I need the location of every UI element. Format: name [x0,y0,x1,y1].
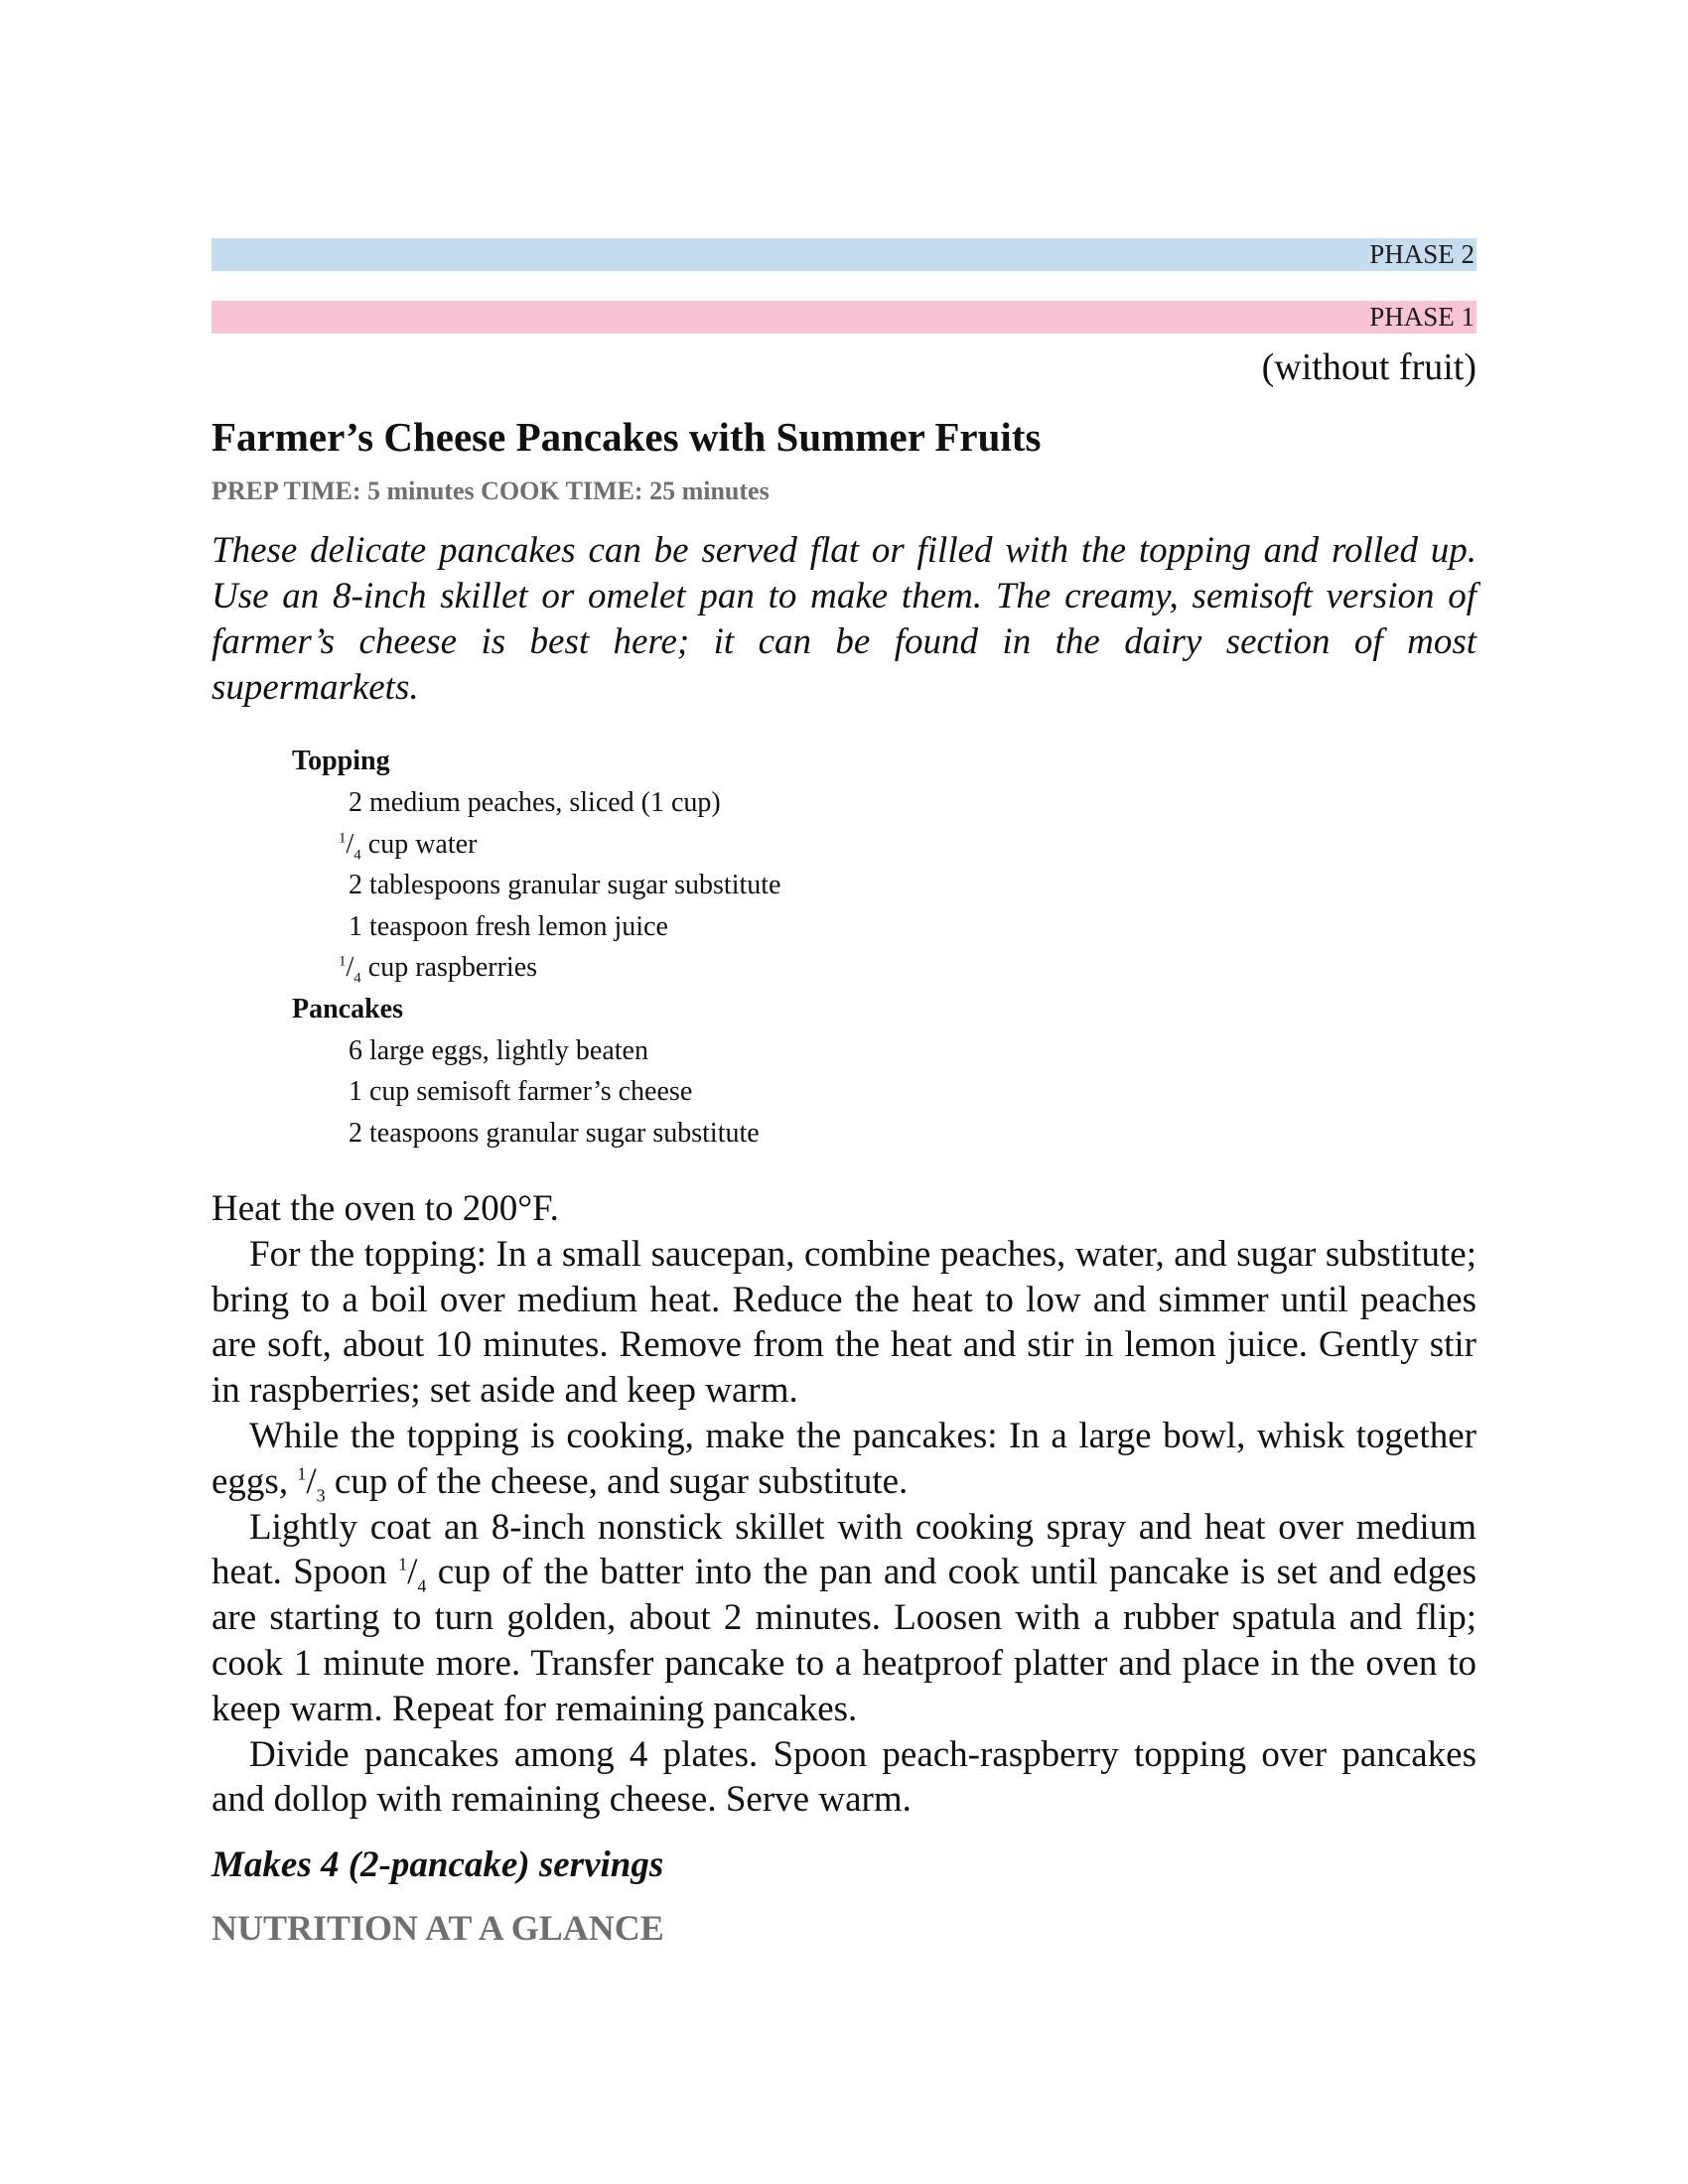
ingredient-item [292,824,1186,866]
ingredient-text: cup water [367,828,478,860]
ingredient-qty: 6 [349,1034,362,1066]
ingredient-item [292,1071,1186,1113]
recipe-page [211,0,1477,2184]
ingredient-fraction: $^1/_4$ [339,828,361,864]
ingredient-item [292,782,1186,824]
pancakes-heading: Pancakes [292,993,403,1024]
ingredient-text: tablespoons granular sugar substitute [369,870,781,900]
nutrition-heading: NUTRITION AT A GLANCE [211,1908,664,1948]
ingredient-text: teaspoons granular sugar substitute [369,1117,760,1149]
ingredients-list [292,741,1186,1154]
ingredient-qty: 2 [349,787,362,818]
phase-2-bar [211,238,1477,271]
ingredient-qty: 2 [349,1117,362,1149]
ingredient-text: medium peaches, sliced (1 cup) [369,787,721,818]
inline-fraction: $^1/_4$ [398,1552,427,1596]
phase-2-label: PHASE 2 [1369,239,1475,269]
ingredient-qty: 1 [349,910,362,942]
method-step: While the topping is cooking, make the pancakes: In a large bowl, whisk together eggs, $^1/_3$ cup of the cheese, and sugar substitute. [211,1415,1477,1506]
ingredient-item [292,1113,1186,1155]
method-step: Heat the oven to 200°F. [211,1188,559,1229]
ingredient-text: cup semisoft farmer’s cheese [369,1076,693,1107]
ingredient-qty: 1 [349,1076,362,1107]
method-steps [211,1186,1477,1823]
phase-1-bar [211,301,1477,334]
phase-note: (without fruit) [1261,346,1477,388]
ingredient-item [292,906,1186,948]
topping-heading: Topping [292,746,390,776]
ingredient-item [292,865,1186,906]
recipe-intro: These delicate pancakes can be served flat or filled with the topping and rolled up. Use an 8-inch skillet or omelet pan to make them. The creamy, semisoft version of farmer’s cheese is best here; it can be found in the dairy section of most supermarkets. [211,530,1477,708]
method-step: For the topping: In a small saucepan, combine peaches, water, and sugar substitute; bring to a boil over medium heat. Reduce the heat to low and simmer until peaches are soft, about 10 minutes. Remove from the heat and stir in lemon juice. Gently stir in raspberries; set aside and keep warm. [211,1233,1477,1412]
ingredient-fraction: $^1/_4$ [339,952,361,987]
ingredient-qty: 2 [349,870,362,900]
prep-cook-times: PREP TIME: 5 minutes COOK TIME: 25 minutes [211,477,770,505]
inline-fraction: $^1/_3$ [297,1460,326,1506]
recipe-title: Farmer’s Cheese Pancakes with Summer Fruits [211,414,1042,460]
ingredient-text: large eggs, lightly beaten [369,1034,648,1066]
method-step: Divide pancakes among 4 plates. Spoon peach-raspberry topping over pancakes and dollop with remaining cheese. Serve warm. [211,1733,1477,1821]
ingredient-item [292,947,1186,989]
ingredient-text: cup raspberries [367,952,538,983]
method-step: Lightly coat an 8-inch nonstick skillet with cooking spray and heat over medium heat. Spoon $^1/_4$ cup of the batter into the pan and cook until pancake is set and edges are starting to turn golden, about 2 minutes. Loosen with a rubber spatula and flip; cook 1 minute more. Transfer pancake to a heatproof platter and place in the oven to keep warm. Repeat for remaining pancakes. [211,1506,1477,1729]
ingredient-item [292,1030,1186,1072]
ingredient-text: teaspoon fresh lemon juice [369,910,668,942]
servings-yield: Makes 4 (2-pancake) servings [211,1844,664,1885]
phase-1-label: PHASE 1 [1369,302,1475,332]
